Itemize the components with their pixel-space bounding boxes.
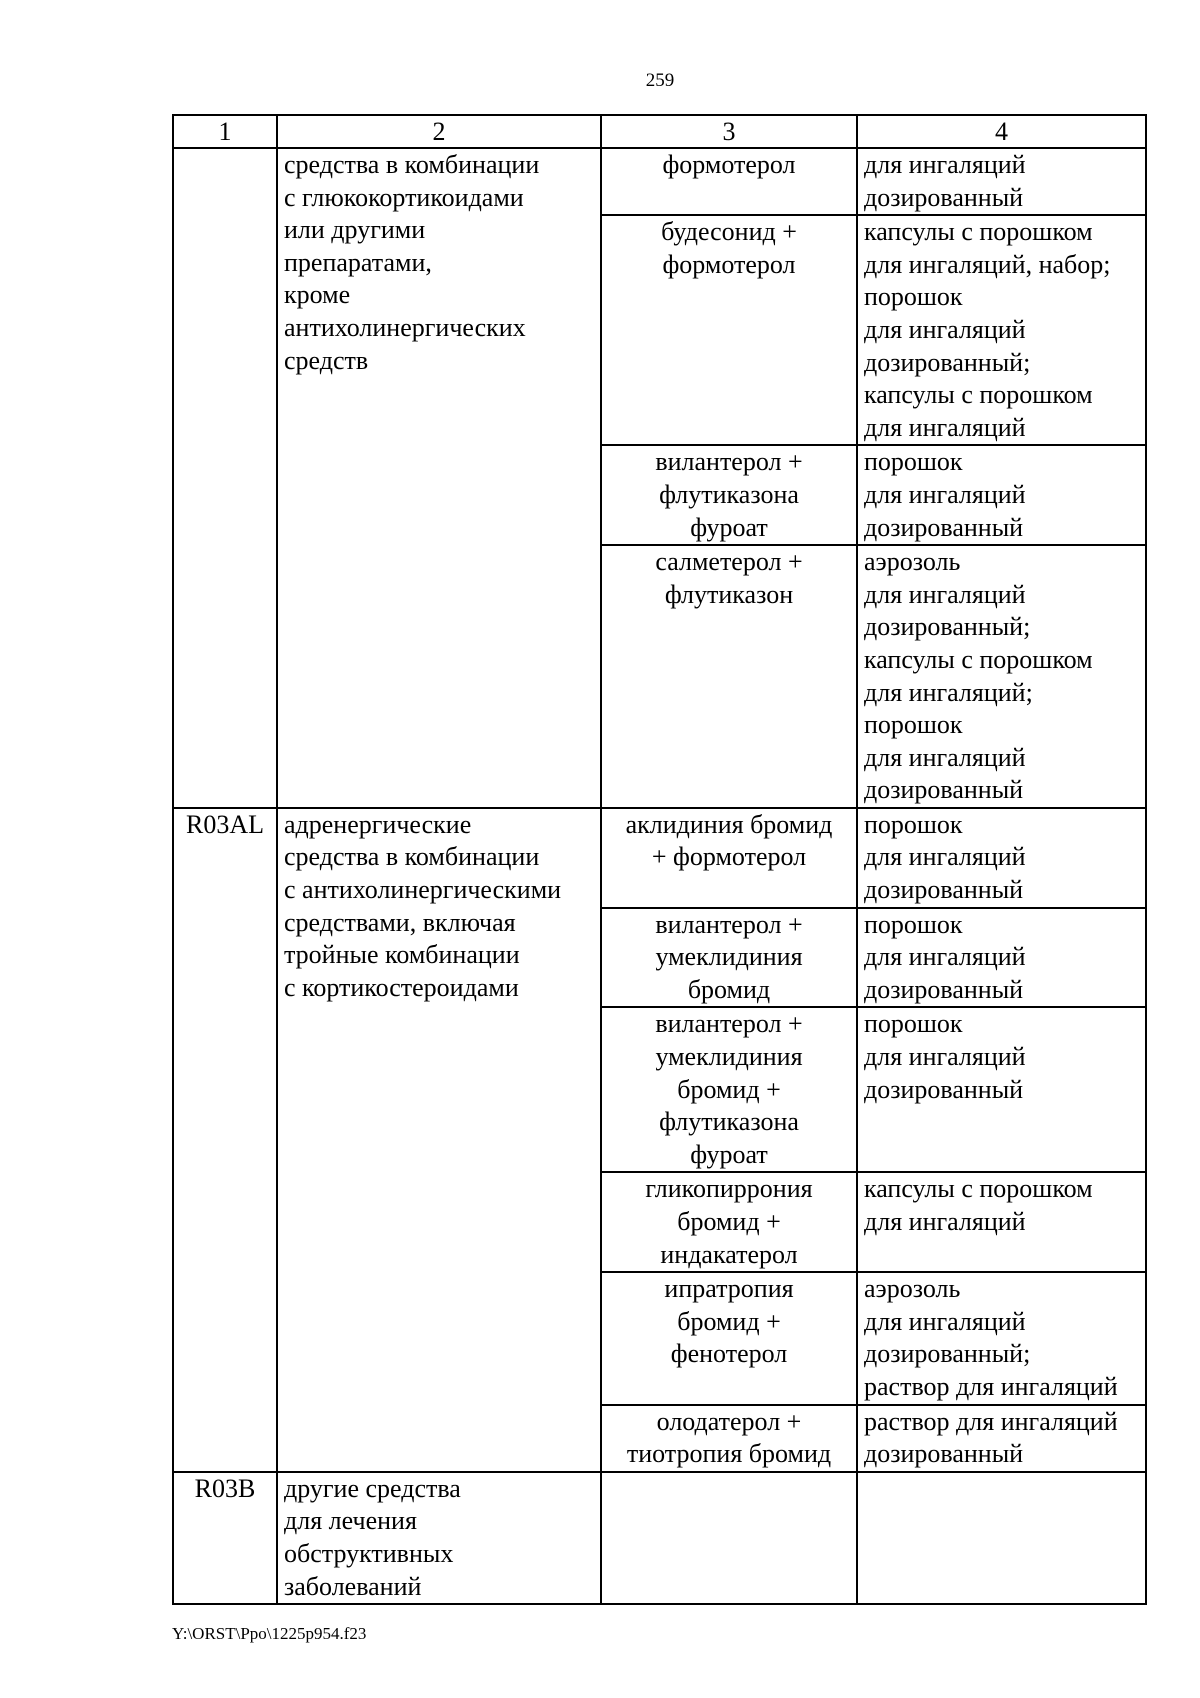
drug-name-cell: ипратропия бромид + фенотерол <box>601 1272 857 1404</box>
drug-name-cell: олодатерол + тиотропия бромид <box>601 1405 857 1472</box>
atc-code-cell: R03B <box>173 1472 277 1604</box>
dosage-form-cell: порошок для ингаляций дозированный <box>857 1007 1146 1172</box>
drug-name-cell: будесонид + формотерол <box>601 215 857 445</box>
group-name-cell: средства в комбинации с глюкокортикоидами или другими препаратами, кроме антихолинергических средств <box>277 148 601 808</box>
drug-name-cell: салметерол + флутиказон <box>601 545 857 808</box>
drug-table <box>172 114 1147 1605</box>
dosage-form-cell: порошок для ингаляций дозированный <box>857 445 1146 545</box>
dosage-form-cell: капсулы с порошком для ингаляций <box>857 1172 1146 1272</box>
group-name-cell: другие средства для лечения обструктивных заболеваний <box>277 1472 601 1604</box>
drug-name-cell: вилантерол + умеклидиния бромид <box>601 908 857 1008</box>
dosage-form-cell: для ингаляций дозированный <box>857 148 1146 215</box>
table-row <box>173 1472 1146 1604</box>
atc-code-cell <box>173 148 277 808</box>
drug-name-cell: вилантерол + флутиказона фуроат <box>601 445 857 545</box>
drug-name-cell: аклидиния бромид + формотерол <box>601 808 857 908</box>
dosage-form-cell: порошок для ингаляций дозированный <box>857 808 1146 908</box>
drug-name-cell: гликопиррония бромид + индакатерол <box>601 1172 857 1272</box>
file-path-footer: Y:\ORST\Ppo\1225p954.f23 <box>172 1624 367 1643</box>
drug-name-cell: вилантерол + умеклидиния бромид + флутиказона фуроат <box>601 1007 857 1172</box>
dosage-form-cell: аэрозоль для ингаляций дозированный; капсулы с порошком для ингаляций; порошок для ингаляций дозированный <box>857 545 1146 808</box>
drug-name-cell <box>601 1472 857 1604</box>
dosage-form-cell: порошок для ингаляций дозированный <box>857 908 1146 1008</box>
atc-code-cell: R03AL <box>173 808 277 1472</box>
group-name-cell: адренергические средства в комбинации с антихолинергическими средствами, включая тройные комбинации с кортикостероидами <box>277 808 601 1472</box>
dosage-form-cell: аэрозоль для ингаляций дозированный; раствор для ингаляций <box>857 1272 1146 1404</box>
page-number: 259 <box>645 70 675 91</box>
column-header: 3 <box>601 115 857 148</box>
table-row <box>173 148 1146 215</box>
table-row <box>173 808 1146 908</box>
table-header-row <box>173 115 1146 148</box>
column-header: 1 <box>173 115 277 148</box>
drug-name-cell: формотерол <box>601 148 857 215</box>
dosage-form-cell: раствор для ингаляций дозированный <box>857 1405 1146 1472</box>
column-header: 2 <box>277 115 601 148</box>
column-header: 4 <box>857 115 1146 148</box>
dosage-form-cell <box>857 1472 1146 1604</box>
dosage-form-cell: капсулы с порошком для ингаляций, набор; порошок для ингаляций дозированный; капсулы с порошком для ингаляций <box>857 215 1146 445</box>
